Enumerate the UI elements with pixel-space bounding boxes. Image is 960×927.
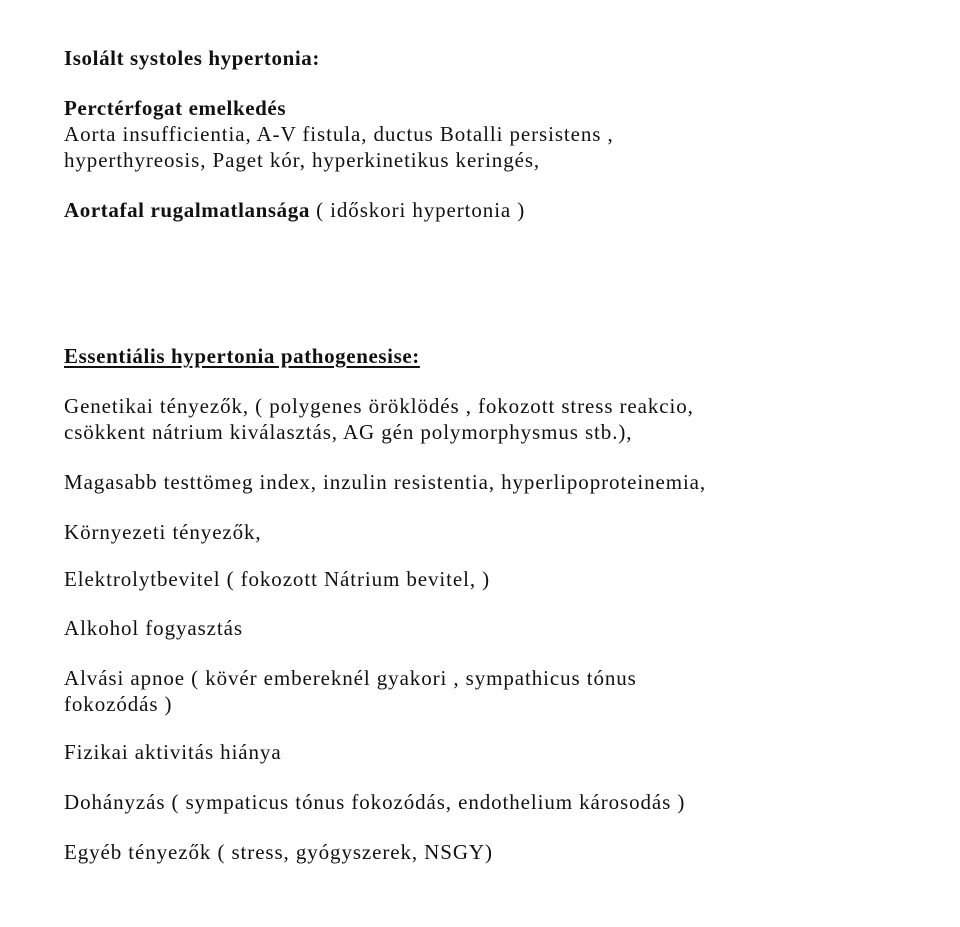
list-item: Elektrolytbevitel ( fokozott Nátrium bevitel, ) bbox=[64, 567, 491, 591]
list-item: csökkent nátrium kiválasztás, AG gén polymorphysmus stb.), bbox=[64, 420, 633, 444]
list-item: Alvási apnoe ( kövér embereknél gyakori , sympathicus tónus bbox=[64, 666, 637, 690]
aortafal-rest-text: ( időskori hypertonia ) bbox=[309, 198, 526, 222]
text-line: hyperthyreosis, Paget kór, hyperkinetikus keringés, bbox=[64, 148, 541, 172]
aortafal-bold-text: Aortafal rugalmatlansága bbox=[64, 198, 310, 222]
subheading-cardiac-output: Perctérfogat emelkedés bbox=[64, 96, 287, 120]
section-title-essential-pathogenesis: Essentiális hypertonia pathogenesise: bbox=[64, 344, 420, 368]
list-item: Dohányzás ( sympaticus tónus fokozódás, endothelium károsodás ) bbox=[64, 790, 686, 814]
list-item: Egyéb tényezők ( stress, gyógyszerek, NSGY) bbox=[64, 840, 493, 864]
text-line: Aorta insufficientia, A-V fistula, ductus Botalli persistens , bbox=[64, 122, 614, 146]
section-title-isolated-systolic: Isolált systoles hypertonia: bbox=[64, 46, 320, 70]
list-item: Alkohol fogyasztás bbox=[64, 616, 243, 640]
aortafal-line bbox=[64, 198, 525, 222]
list-item: Genetikai tényezők, ( polygenes öröklödés , fokozott stress reakcio, bbox=[64, 394, 694, 418]
list-item: Fizikai aktivitás hiánya bbox=[64, 740, 282, 764]
list-item: Környezeti tényezők, bbox=[64, 520, 262, 544]
list-item: fokozódás ) bbox=[64, 692, 173, 716]
list-item: Magasabb testtömeg index, inzulin resistentia, hyperlipoproteinemia, bbox=[64, 470, 707, 494]
